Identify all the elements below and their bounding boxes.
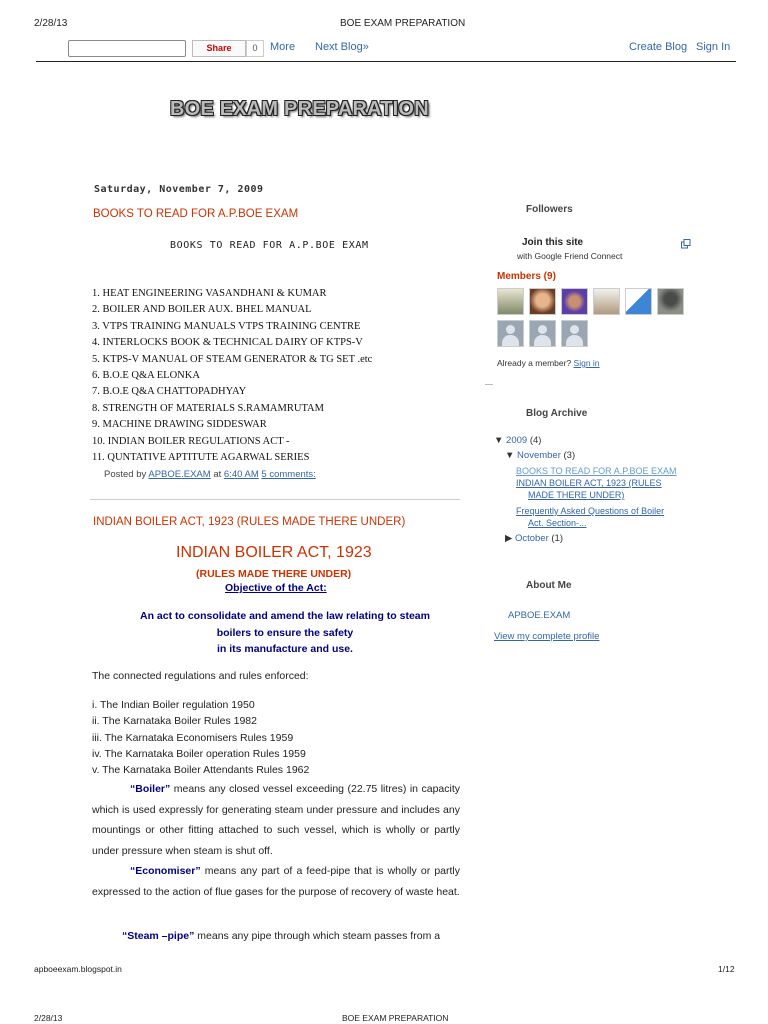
next-page-title: BOE EXAM PREPARATION <box>342 1013 449 1023</box>
steam-def-text: means any pipe through which steam passes from a <box>194 930 441 942</box>
steam-pipe-definition <box>92 926 460 947</box>
archive-title: Blog Archive <box>526 408 588 419</box>
post-time-link[interactable]: 6:40 AM <box>223 469 259 480</box>
archive-month[interactable] <box>505 450 575 461</box>
member-avatar-8[interactable] <box>529 320 556 347</box>
boiler-term: “Boiler” <box>130 783 171 795</box>
archive-month-link[interactable]: November <box>517 450 561 461</box>
comments-link[interactable]: 5 comments: <box>261 469 316 480</box>
economiser-definition <box>92 861 460 902</box>
economiser-term: “Economiser” <box>130 865 201 877</box>
triangle-down-icon[interactable]: ▼ <box>505 450 515 461</box>
about-title: About Me <box>526 580 572 591</box>
post-divider <box>90 499 460 500</box>
member-avatar-5[interactable] <box>625 288 652 315</box>
steam-term: “Steam –pipe” <box>122 930 195 942</box>
join-sub: with Google Friend Connect <box>517 251 623 261</box>
archive-post-link-cont[interactable]: MADE THERE UNDER) <box>528 490 625 500</box>
followers-title: Followers <box>526 204 573 215</box>
act-heading: INDIAN BOILER ACT, 1923 <box>176 544 372 561</box>
blog-title[interactable]: BOE EXAM PREPARATION <box>170 98 429 120</box>
posted-by-label: Posted by <box>104 469 147 480</box>
member-avatar-9[interactable] <box>561 320 588 347</box>
next-page-date: 2/28/13 <box>34 1013 63 1023</box>
at-label: at <box>213 469 222 480</box>
post-title-books[interactable]: BOOKS TO READ FOR A.P.BOE EXAM <box>93 208 299 220</box>
member-avatar-2[interactable] <box>529 288 556 315</box>
list-item: 5. KTPS-V MANUAL OF STEAM GENERATOR & TG SET .etc <box>92 353 373 365</box>
list-item: 11. QUNTATIVE APTITUTE AGARWAL SERIES <box>92 452 310 464</box>
list-item: ii. The Karnataka Boiler Rules 1982 <box>92 715 257 728</box>
list-item: 10. INDIAN BOILER REGULATIONS ACT - <box>92 435 290 447</box>
print-title: BOE EXAM PREPARATION <box>340 18 466 29</box>
boiler-def-text: means any closed vessel exceeding (22.75 litres) in capacity which is used expressly for generating steam under pressure and includes any mountings or other fitting attached to such vessel, which is wholly or partly under pressure when steam is shut off. <box>92 783 460 857</box>
act-description <box>120 608 450 658</box>
archive-year-count: (4) <box>529 435 542 446</box>
desc-line: An act to consolidate and amend the law relating to steam <box>140 610 430 622</box>
boiler-definition <box>92 779 460 861</box>
view-profile-link[interactable]: View my complete profile <box>494 631 600 642</box>
archive-october-link[interactable]: October <box>514 533 549 544</box>
author-link[interactable]: APBOE.EXAM <box>148 469 211 480</box>
archive-post-link[interactable]: INDIAN BOILER ACT, 1923 (RULES <box>516 478 662 488</box>
navbar-divider <box>36 61 736 62</box>
book-list <box>92 286 372 466</box>
already-member <box>497 358 600 368</box>
list-item: i. The Indian Boiler regulation 1950 <box>92 699 255 711</box>
post-title-boiler-act[interactable]: INDIAN BOILER ACT, 1923 (RULES MADE THERE UNDER) <box>93 516 406 528</box>
member-avatar-3[interactable] <box>561 288 588 315</box>
sidebar-divider <box>485 384 493 385</box>
act-objective: Objective of the Act: <box>225 582 327 594</box>
expand-icon[interactable] <box>681 236 691 254</box>
post-footer <box>104 469 316 480</box>
next-blog-link[interactable]: Next Blog» <box>315 41 369 53</box>
archive-post-link-cont[interactable]: Act. Section-... <box>528 518 587 528</box>
create-blog-link[interactable]: Create Blog <box>629 41 688 53</box>
archive-posts <box>516 465 696 529</box>
sidebar-sign-in-link[interactable]: Sign in <box>573 358 600 368</box>
post-subtitle: BOOKS TO READ FOR A.P.BOE EXAM <box>170 240 369 251</box>
about-name-link[interactable]: APBOE.EXAM <box>508 610 571 621</box>
join-site-link[interactable]: Join this site <box>522 237 584 248</box>
list-item: 4. INTERLOCKS BOOK & TECHNICAL DAIRY OF KTPS-V <box>92 337 363 349</box>
archive-month-october[interactable] <box>505 533 563 544</box>
members-label: Members (9) <box>497 271 556 282</box>
econ-def-text: means any part of a feed-pipe that is wholly or partly expressed to the action of flue gases for the purpose of recovery of waste heat. <box>92 865 460 898</box>
already-member-text: Already a member? <box>497 358 572 368</box>
list-item: 3. VTPS TRAINING MANUALS VTPS TRAINING CENTRE <box>92 320 361 332</box>
share-button[interactable]: Share <box>192 40 246 57</box>
member-avatar-1[interactable] <box>497 288 524 315</box>
triangle-down-icon[interactable]: ▼ <box>494 435 504 446</box>
member-avatar-4[interactable] <box>593 288 620 315</box>
desc-line: boilers to ensure the safety <box>216 626 354 639</box>
post-date: Saturday, November 7, 2009 <box>94 184 264 195</box>
archive-year-link[interactable]: 2009 <box>506 435 528 446</box>
print-page-number: 1/12 <box>718 964 735 974</box>
list-item: 6. B.O.E Q&A ELONKA <box>92 370 200 382</box>
list-item: 2. BOILER AND BOILER AUX. BHEL MANUAL <box>92 304 312 316</box>
triangle-right-icon[interactable]: ▶ <box>505 533 513 544</box>
list-item: 1. HEAT ENGINEERING VASANDHANI & KUMAR <box>92 288 327 299</box>
archive-year[interactable] <box>494 435 541 446</box>
member-avatar-6[interactable] <box>657 288 684 315</box>
print-url: apboeexam.blogspot.in <box>34 964 122 974</box>
list-item: 7. B.O.E Q&A CHATTOPADHYAY <box>92 386 247 398</box>
rules-intro: The connected regulations and rules enforced: <box>92 670 309 682</box>
print-date: 2/28/13 <box>34 18 68 29</box>
member-avatar-7[interactable] <box>497 320 524 347</box>
list-item: 9. MACHINE DRAWING SIDDESWAR <box>92 419 267 431</box>
archive-october-count: (1) <box>551 533 564 544</box>
act-subheading: (RULES MADE THERE UNDER) <box>196 568 352 580</box>
list-item: iii. The Karnataka Economisers Rules 1959 <box>92 731 294 744</box>
search-input[interactable] <box>68 40 186 57</box>
more-link[interactable]: More <box>270 41 296 53</box>
list-item: 8. STRENGTH OF MATERIALS S.RAMAMRUTAM <box>92 402 324 414</box>
list-item: v. The Karnataka Boiler Attendants Rules 1962 <box>92 764 310 777</box>
rules-list <box>92 697 309 778</box>
sign-in-link[interactable]: Sign In <box>696 41 731 53</box>
list-item: iv. The Karnataka Boiler operation Rules 1959 <box>92 747 306 760</box>
desc-line: in its manufacture and use. <box>217 643 353 655</box>
archive-post-link[interactable]: Frequently Asked Questions of Boiler <box>516 506 665 516</box>
archive-post-link[interactable]: BOOKS TO READ FOR A.P.BOE EXAM <box>516 466 677 476</box>
archive-month-count: (3) <box>563 450 576 461</box>
share-count: 0 <box>246 40 264 57</box>
